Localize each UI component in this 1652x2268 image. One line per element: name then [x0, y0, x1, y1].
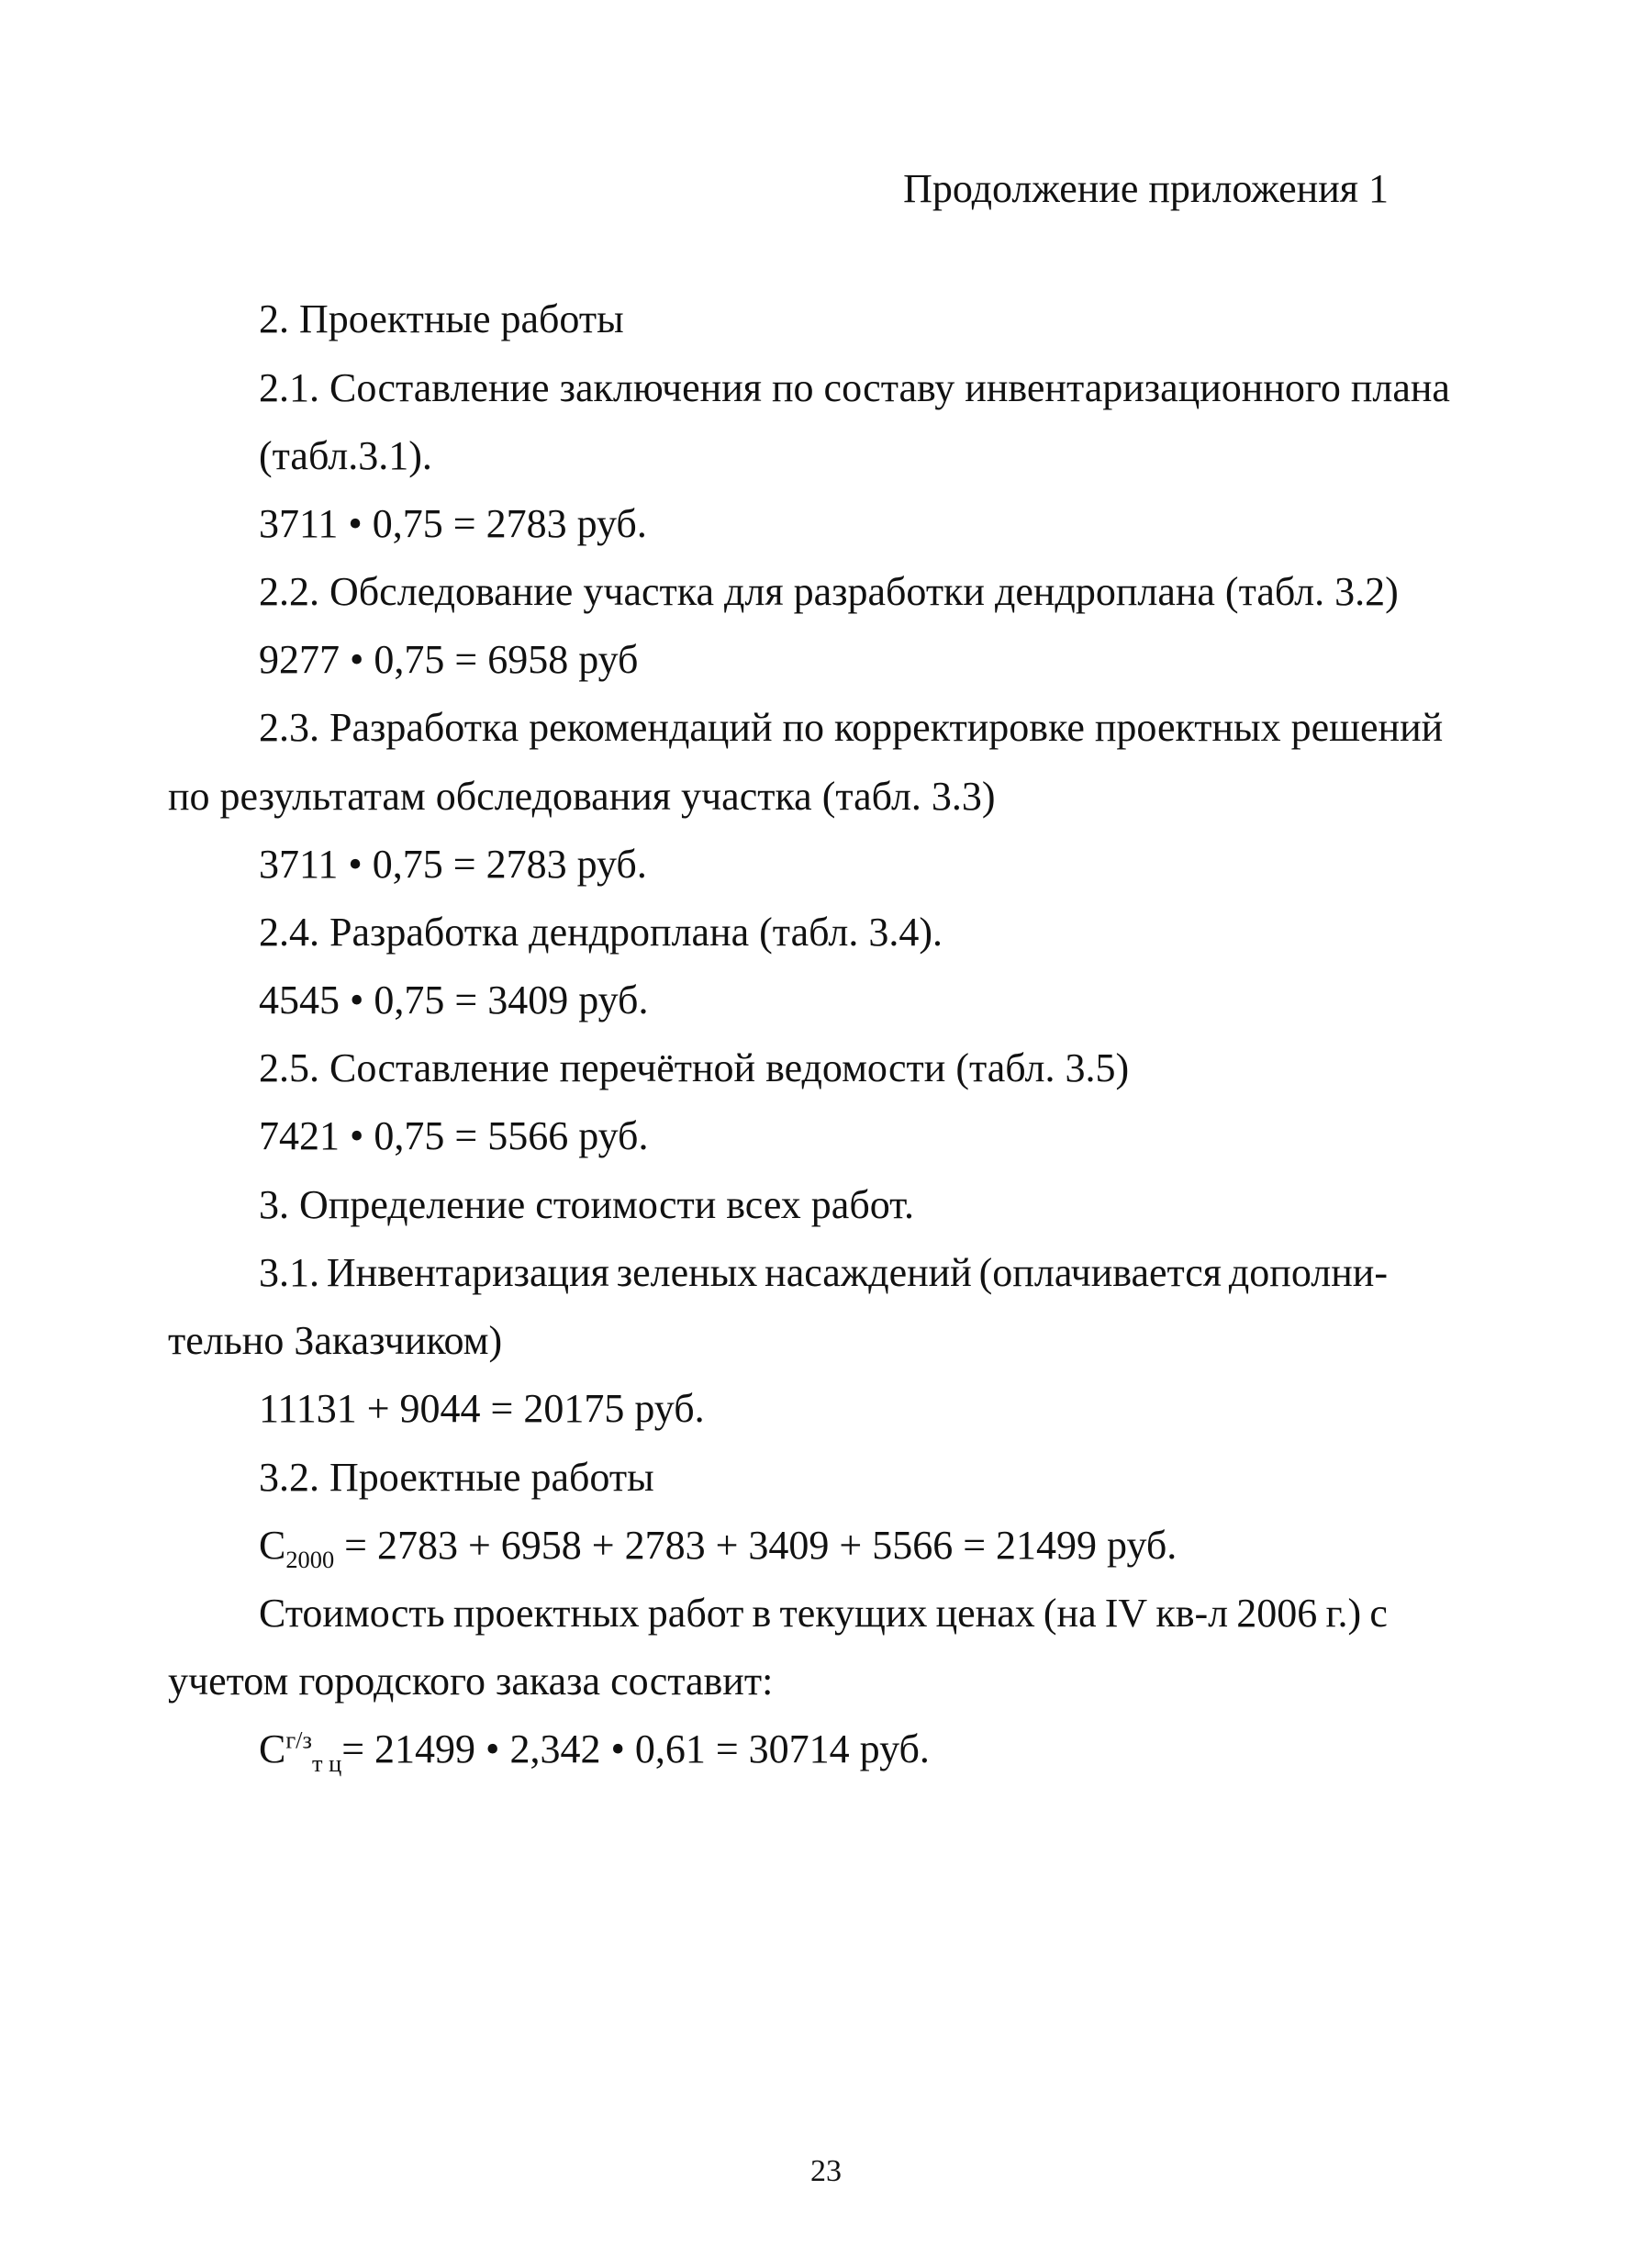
item-2-2-text: 2.2. Обследование участка для разработки дендроплана (табл. 3.2): [259, 569, 1399, 614]
current-prices-word: проектных: [452, 1591, 640, 1636]
current-prices-word: в: [752, 1591, 772, 1636]
item-3-2-cost-formula: [259, 1518, 1177, 1573]
current-prices-word: ценах: [935, 1591, 1035, 1636]
current-prices-word: IV: [1104, 1591, 1148, 1636]
current-prices-word: работ: [647, 1591, 744, 1636]
current-prices-text-continued: учетом городского заказа составит:: [168, 1659, 774, 1704]
current-cost-calculation: = 21499 • 2,342 • 0,61 = 30714 руб.: [341, 1726, 930, 1771]
current-prices-word: кв-л: [1155, 1591, 1229, 1636]
item-3-1-word: Инвентаризация: [326, 1250, 609, 1295]
item-3-1-word: 3.1.: [259, 1250, 319, 1295]
item-3-1-text: [259, 1246, 1388, 1301]
current-cost-formula: [259, 1722, 930, 1777]
item-2-1-table-ref: (табл.3.1).: [259, 433, 432, 478]
item-2-1-calculation: 3711 • 0,75 = 2783 руб.: [259, 501, 647, 546]
item-2-4-text: 2.4. Разработка дендроплана (табл. 3.4).: [259, 910, 943, 955]
cost-symbol: С: [259, 1523, 286, 1568]
item-2-4-calculation: 4545 • 0,75 = 3409 руб.: [259, 978, 649, 1022]
current-cost-indices: [285, 1722, 341, 1777]
item-3-1-word: (оплачивается: [978, 1250, 1222, 1295]
appendix-continuation-header: Продолжение приложения 1: [903, 166, 1389, 211]
item-2-3-calculation: 3711 • 0,75 = 2783 руб.: [259, 842, 647, 887]
current-prices-word: текущих: [779, 1591, 928, 1636]
current-prices-word: с: [1369, 1591, 1388, 1636]
page-number: 23: [810, 2154, 842, 2188]
item-3-1-text-continued: тельно Заказчиком): [168, 1318, 503, 1363]
item-3-1-word: зеленых: [616, 1250, 758, 1295]
item-3-2-heading: 3.2. Проектные работы: [259, 1455, 654, 1500]
item-2-5-calculation: 7421 • 0,75 = 5566 руб.: [259, 1113, 649, 1158]
current-cost-superscript: г/з: [285, 1726, 312, 1754]
section-3-heading: 3. Определение стоимости всех работ.: [259, 1182, 915, 1227]
current-prices-word: г.): [1325, 1591, 1362, 1636]
current-prices-word: 2006: [1236, 1591, 1318, 1636]
current-cost-symbol: С: [259, 1726, 286, 1771]
cost-symbol-subscript: 2000: [285, 1545, 335, 1573]
item-3-1-word: дополни-: [1228, 1250, 1388, 1295]
cost-sum: = 2783 + 6958 + 2783 + 3409 + 5566 = 21499 руб.: [334, 1523, 1178, 1568]
section-2-heading: 2. Проектные работы: [259, 296, 624, 341]
item-2-3-text: 2.3. Разработка рекомендаций по корректировке проектных решений: [259, 705, 1444, 750]
item-3-1-calculation: 11131 + 9044 = 20175 руб.: [259, 1386, 705, 1431]
item-2-2-calculation: 9277 • 0,75 = 6958 руб: [259, 637, 639, 682]
current-prices-text: [259, 1586, 1388, 1641]
current-prices-word: (на: [1043, 1591, 1097, 1636]
item-3-1-word: насаждений: [765, 1250, 972, 1295]
item-2-1-text: 2.1. Составление заключения по составу инвентаризационного плана: [259, 365, 1450, 410]
current-cost-subscript: т ц: [311, 1748, 342, 1777]
item-2-3-text-continued: по результатам обследования участка (табл. 3.3): [168, 774, 996, 819]
current-prices-word: Стоимость: [259, 1591, 445, 1636]
item-2-5-text: 2.5. Составление перечётной ведомости (табл. 3.5): [259, 1045, 1130, 1090]
